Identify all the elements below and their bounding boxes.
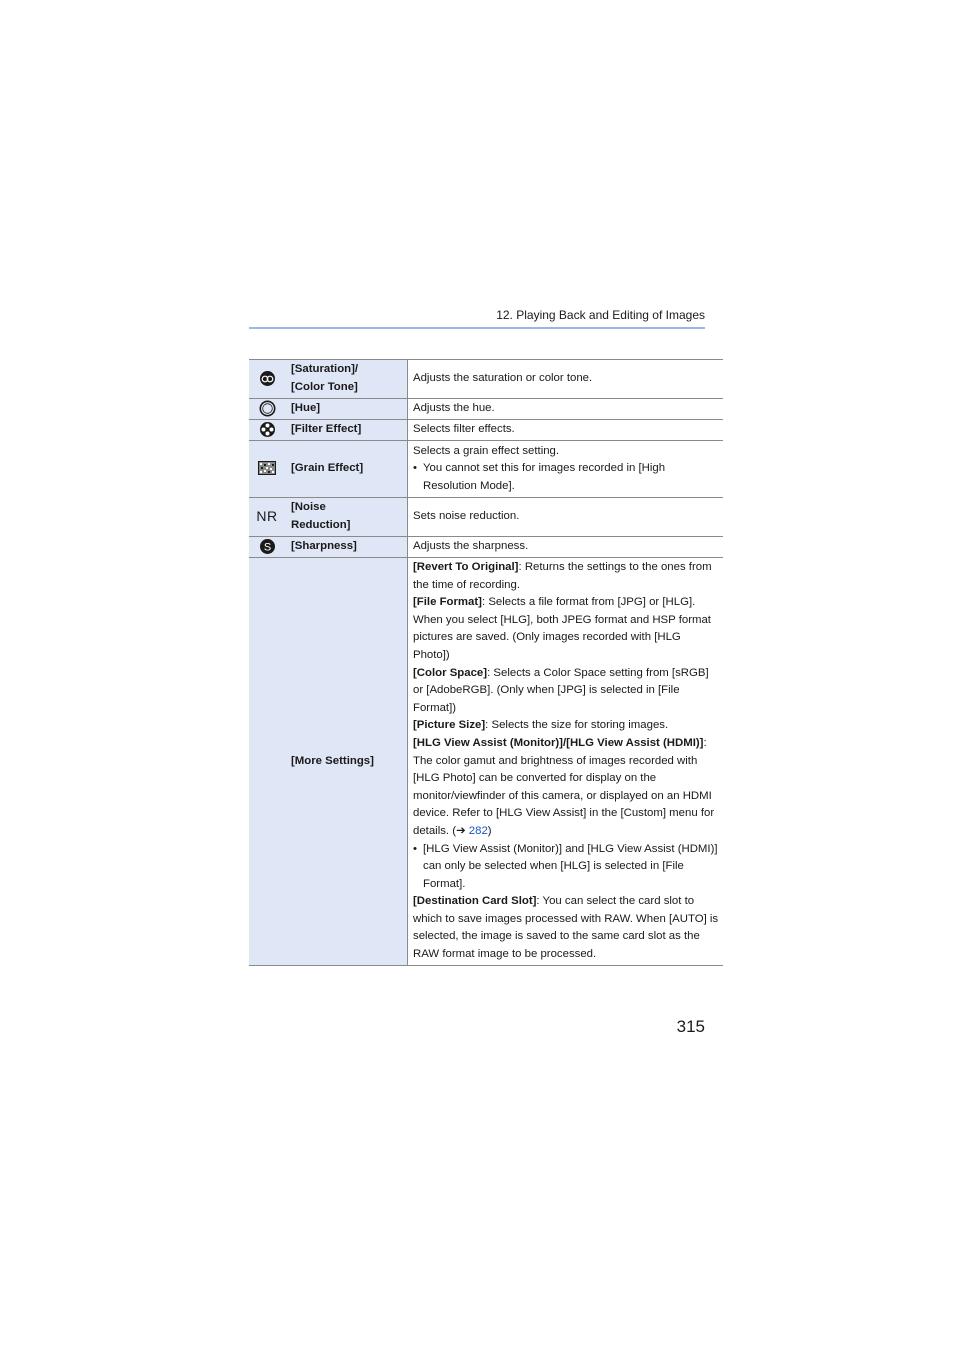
setting-description: Sets noise reduction. (408, 498, 724, 537)
filter-effect-icon (259, 421, 276, 438)
setting-description: Adjusts the sharpness. (408, 537, 724, 558)
setting-name: [Filter Effect] (285, 420, 408, 441)
revert-to-original-desc: [Revert To Original]: Returns the settings to the ones from the time of recording. (413, 561, 712, 591)
table-row-grain-effect (249, 441, 723, 498)
setting-description: Selects a grain effect setting. (413, 444, 560, 457)
table-row-more-settings (249, 558, 723, 966)
svg-text:S: S (263, 541, 271, 554)
table-row-noise-reduction (249, 498, 723, 537)
setting-name: [Sharpness] (285, 537, 408, 558)
table-row-sharpness (249, 537, 723, 558)
hlg-view-assist-note: • [HLG View Assist (Monitor)] and [HLG View Assist (HDMI)] can only be selected when [HLG] is selected in [File Format]. (413, 841, 719, 894)
noise-reduction-icon: NR (256, 507, 278, 524)
color-space-desc: [Color Space]: Selects a Color Space setting from [sRGB] or [AdobeRGB]. (Only when [JPG] is selected in [File Format]) (413, 666, 709, 714)
table-row-saturation (249, 360, 723, 399)
settings-table (249, 359, 723, 966)
hue-icon (259, 400, 276, 417)
chapter-title: 12. Playing Back and Editing of Images (496, 308, 705, 322)
setting-description: Adjusts the hue. (408, 399, 724, 420)
grain-effect-icon (258, 461, 276, 475)
header-divider (249, 327, 705, 329)
setting-name: [Grain Effect] (285, 441, 408, 498)
page-number: 315 (676, 1017, 705, 1036)
setting-name: [More Settings] (285, 558, 408, 966)
destination-card-slot-desc: [Destination Card Slot]: You can select the card slot to which to save images processed with RAW. When [AUTO] is selected, the image is saved to the same card slot as the RAW format image to be processed. (413, 895, 719, 961)
sharpness-icon (259, 538, 276, 555)
table-row-filter-effect (249, 420, 723, 441)
setting-note: • You cannot set this for images recorded in [High Resolution Mode]. (413, 460, 719, 495)
arrow-icon: ➔ (456, 824, 469, 837)
page-header (249, 307, 705, 327)
saturation-color-tone-icon (259, 370, 276, 387)
table-row-hue (249, 399, 723, 420)
setting-name: [Hue] (285, 399, 408, 420)
page-link-282[interactable]: 282 (468, 824, 488, 837)
hlg-view-assist-desc: [HLG View Assist (Monitor)]/[HLG View Assist (HDMI)]: The color gamut and brightness of images recorded with [HLG Photo] can be converted for display on the monitor/viewfinder of this camera, or displayed on an HDMI device. Refer to [HLG View Assist] in the [Custom] menu for details. (➔ 282) (413, 736, 715, 837)
setting-name-cont: [Color Tone] (291, 381, 358, 393)
setting-description: Adjusts the saturation or color tone. (413, 372, 593, 385)
file-format-desc: [File Format]: Selects a file format from [JPG] or [HLG]. When you select [HLG], both JPEG format and HSP format pictures are saved. (Only images recorded with [HLG Photo]) (413, 596, 711, 661)
setting-name: [Saturation]/ (291, 363, 359, 376)
setting-name-cont: Reduction] (291, 519, 351, 531)
picture-size-desc: [Picture Size]: Selects the size for storing images. (413, 719, 669, 732)
setting-description: Selects filter effects. (408, 420, 724, 441)
setting-name: [Noise (291, 501, 326, 514)
